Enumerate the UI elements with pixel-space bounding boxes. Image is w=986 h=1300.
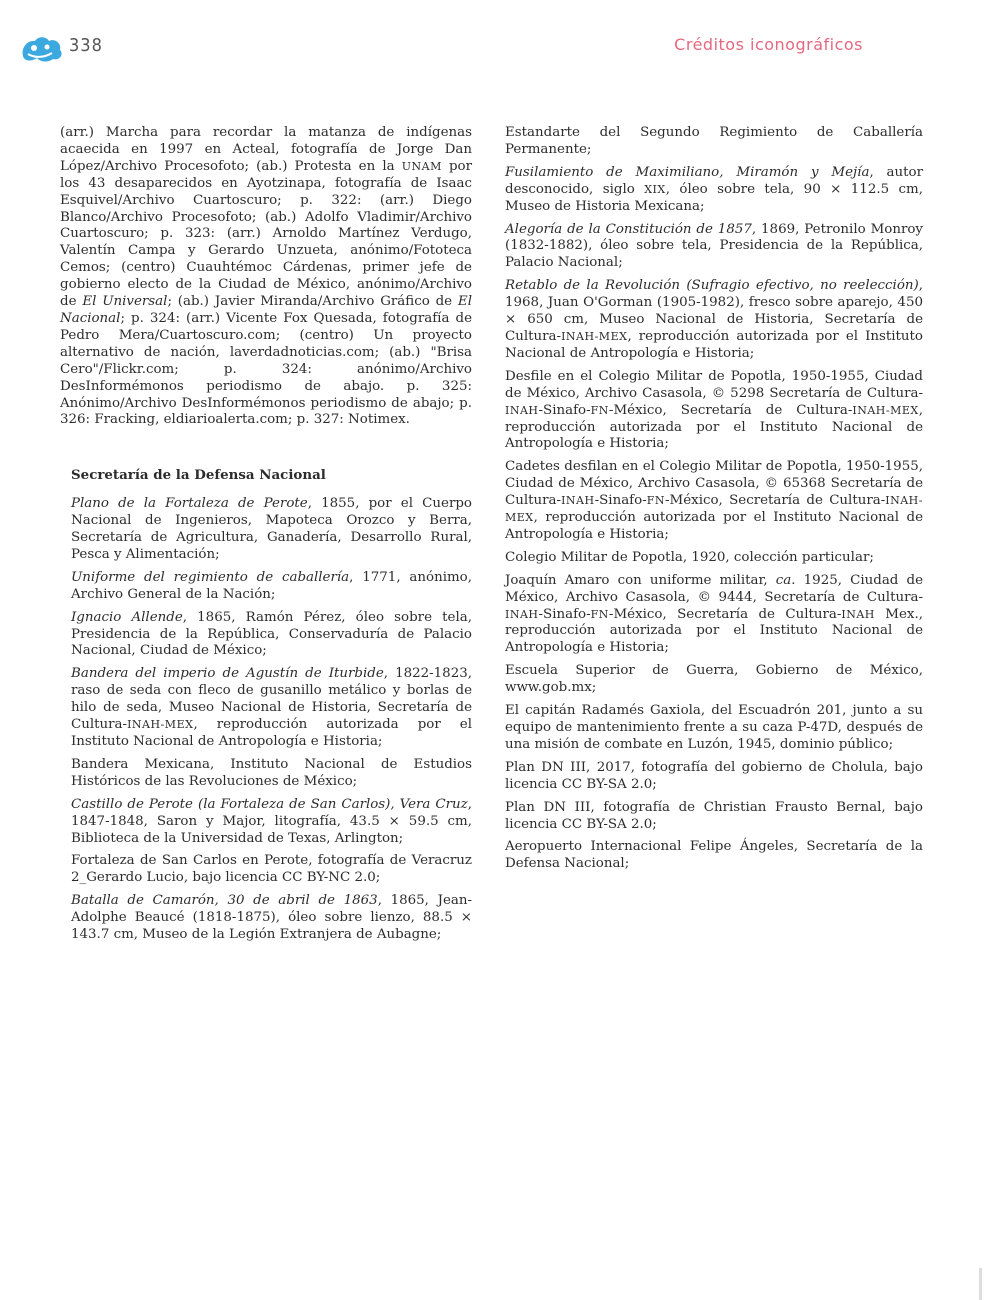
italic-run: Alegoría de la Constitución de 1857 <box>505 221 752 237</box>
credit-entry <box>505 278 923 363</box>
small-caps-run: INAH <box>561 494 595 508</box>
italic-run: El Universal <box>82 294 168 310</box>
credit-entry <box>505 663 923 697</box>
text-run: , reproducción autorizada por el Instituto Nacional de Antropología e Historia; <box>71 717 472 749</box>
credit-entry <box>505 760 923 794</box>
text-run: , 1968, Juan O'Gorman (1905-1982), fresco sobre aparejo, 450 × 650 cm, Museo Nacional de Historia, Secretaría de Cultura- <box>505 278 923 344</box>
credit-entry <box>60 853 472 887</box>
italic-run: Castillo de Perote (la Fortaleza de San Carlos), Vera Cruz <box>71 796 468 812</box>
credit-entry <box>60 893 472 944</box>
credit-entry <box>505 839 923 873</box>
credit-entry <box>505 222 923 273</box>
text-run: , 1847-1848, Saron y Major, litografía, 43.5 × 59.5 cm, Biblioteca de la Universidad de Texas, Arlington; <box>71 796 472 846</box>
text-run: Plan DN III, fotografía de Christian Frausto Bernal, bajo licencia CC BY-SA 2.0; <box>505 799 923 832</box>
italic-run: Ignacio Allende <box>71 609 183 625</box>
small-caps-run: INAH <box>841 607 875 621</box>
right-column <box>505 125 923 879</box>
section-heading: Secretaría de la Defensa Nacional <box>71 467 326 484</box>
italic-run: Bandera del imperio de Agustín de Iturbide <box>71 666 384 682</box>
text-run: ; p. 324: (arr.) Vicente Fox Quesada, fotografía de Pedro Mera/Cuartoscuro.com; (centro) Un proyecto alternativo de nación, laverdadnoticias.com; (ab.) "Brisa Cero"/Flickr.com; p. 324: anónimo/Archivo DesInformémonos periodismo de abajo. p. 325: Anónimo/Archivo DesInformémonos periodismo de abajo; p. 326: Fracking, eldiarioalerta.com; p. 327: Notimex. <box>60 310 472 428</box>
credit-entry <box>505 459 923 544</box>
italic-run: El Nacional <box>60 294 472 326</box>
text-run: Joaquín Amaro con uniforme militar, <box>505 572 776 588</box>
credit-entry <box>60 666 472 751</box>
text-run: Estandarte del Segundo Regimiento de Caballería Permanente; <box>505 125 923 157</box>
small-caps-run: INAH <box>505 607 539 621</box>
italic-run: ca. <box>775 572 796 588</box>
credit-entry <box>505 573 923 658</box>
credit-entry <box>60 496 472 564</box>
text-run: , 1865, Jean-Adolphe Beaucé (1818-1875), óleo sobre lienzo, 88.5 × 143.7 cm, Museo de la Legión Extranjera de Aubagne; <box>71 893 473 943</box>
text-run: , 1865, Ramón Pérez, óleo sobre tela, Presidencia de la República, Conservaduría de Palacio Nacional, Ciudad de México; <box>71 609 472 659</box>
text-run: El capitán Radamés Gaxiola, del Escuadrón 201, junto a su equipo de mantenimiento frente a su caza P-47D, después de una misión de combate en Luzón, 1945, dominio público; <box>505 703 923 752</box>
text-run: Colegio Militar de Popotla, 1920, colección particular; <box>505 549 874 565</box>
credit-entry <box>505 125 923 159</box>
text-run: -México, Secretaría de Cultura- <box>665 493 886 509</box>
text-run: Cadetes desfilan en el Colegio Militar de Popotla, 1950-1955, Ciudad de México, Archivo Casasola, © 65368 Secretaría de Cultura- <box>505 459 923 509</box>
italic-run: Uniforme del regimiento de caballería <box>71 569 350 585</box>
text-run: Fortaleza de San Carlos en Perote, fotografía de Veracruz 2_Gerardo Lucio, bajo licencia CC BY-NC 2.0; <box>71 853 472 886</box>
italic-run: Retablo de la Revolución (Sufragio efectivo, no reelección) <box>505 278 919 294</box>
small-caps-run: INAH-MEX <box>505 494 923 525</box>
italic-run: Batalla de Camarón, 30 de abril de 1863 <box>71 893 378 909</box>
text-run: -México, Secretaría de Cultura- <box>608 606 842 622</box>
credit-entry <box>60 797 472 848</box>
credit-entry <box>505 369 923 454</box>
credit-entry <box>505 550 923 567</box>
text-run: , 1869, Petronilo Monroy (1832-1882), óleo sobre tela, Presidencia de la República, Palacio Nacional; <box>505 221 923 271</box>
text-run: ; (ab.) Javier Miranda/Archivo Gráfico de <box>167 294 458 310</box>
text-run: Desfile en el Colegio Militar de Popotla, 1950-1955, Ciudad de México, Archivo Casasola, © 5298 Secretaría de Cultura- <box>505 368 923 401</box>
text-run: Mex., reproducción autorizada por el Instituto Nacional de Antropología e Historia; <box>505 606 923 656</box>
text-run: , reproducción autorizada por el Instituto Nacional de Antropología e Historia; <box>505 328 923 361</box>
page-edge-mark <box>979 1268 982 1300</box>
running-title: Créditos iconográficos <box>674 35 863 54</box>
credit-entry <box>60 757 472 791</box>
small-caps-run: XIX <box>644 182 666 196</box>
text-run: , 1822-1823, raso de seda con fleco de gusanillo metálico y borlas de hilo de seda, Museo Nacional de Historia, Secretaría de Cultura- <box>71 666 473 733</box>
text-run: Escuela Superior de Guerra, Gobierno de México, www.gob.mx; <box>505 663 923 696</box>
credit-entry <box>505 165 923 216</box>
text-run: , óleo sobre tela, 90 × 112.5 cm, Museo de Historia Mexicana; <box>505 181 924 214</box>
text-run: , reproducción autorizada por el Instituto Nacional de Antropología e Historia; <box>505 402 923 452</box>
text-run: por los 43 desaparecidos en Ayotzinapa, fotografía de Isaac Esquivel/Archivo Cuartoscuro; p. 322: (arr.) Diego Blanco/Archivo Procesofoto; (ab.) Adolfo Vladimir/Archivo Cuartoscuro; p. 323: (arr.) Arnoldo Martínez Verdugo, Valentín Campa y Gerardo Unzueta, anónimo/Fototeca Cemos; (centro) Cuauhtémoc Cárdenas, primer jefe de gobierno electo de la Ciudad de México, anónimo/Archivo de <box>60 158 472 310</box>
small-caps-run: INAH-MEX <box>127 718 194 732</box>
page-header <box>0 30 986 70</box>
text-run: Plan DN III, 2017, fotografía del gobierno de Cholula, bajo licencia CC BY-SA 2.0; <box>505 759 923 792</box>
text-run: -México, Secretaría de Cultura- <box>608 402 853 418</box>
small-caps-run: FN <box>646 494 665 508</box>
credit-entry <box>60 610 472 661</box>
text-run: , 1855, por el Cuerpo Nacional de Ingenieros, Mapoteca Orozco y Berra, Secretaría de Agricultura, Ganadería, Desarrollo Rural, Pesca y Alimentación; <box>71 496 472 562</box>
small-caps-run: INAH-MEX <box>852 403 919 417</box>
credit-entry <box>60 570 472 604</box>
small-caps-run: FN <box>590 403 609 417</box>
text-run: -Sinafo- <box>538 402 591 418</box>
small-caps-run: INAH <box>505 403 539 417</box>
small-caps-run: UNAM <box>401 159 442 173</box>
credit-entry <box>505 800 923 834</box>
small-caps-run: FN <box>590 607 609 621</box>
text-run: (arr.) Marcha para recordar la matanza de indígenas acaecida en 1997 en Acteal, fotografía de Jorge Dan López/Archivo Procesofoto; (ab.) Protesta en la <box>60 125 472 174</box>
text-run: -Sinafo- <box>538 606 591 622</box>
text-run: -Sinafo- <box>594 493 647 509</box>
italic-run: Plano de la Fortaleza de Perote <box>71 496 308 512</box>
small-caps-run: INAH-MEX <box>561 329 628 343</box>
text-run: , reproducción autorizada por el Instituto Nacional de Antropología e Historia; <box>505 510 923 542</box>
text-run: 1925, Ciudad de México, Archivo Casasola, © 9444, Secretaría de Cultura- <box>505 572 923 605</box>
italic-run: Fusilamiento de Maximiliano, Miramón y Mejía <box>505 164 870 180</box>
text-run: , autor desconocido, siglo <box>505 164 923 197</box>
left-column <box>60 125 472 950</box>
credit-entry <box>505 703 923 754</box>
page-number: 338 <box>69 35 103 56</box>
text-run: Bandera Mexicana, Instituto Nacional de Estudios Históricos de las Revoluciones de México; <box>71 756 472 789</box>
credits-intro-paragraph <box>60 125 472 429</box>
text-run: Aeropuerto Internacional Felipe Ángeles, Secretaría de la Defensa Nacional; <box>505 839 923 872</box>
blue-brush-logo-icon <box>20 34 64 64</box>
text-run: , 1771, anónimo, Archivo General de la Nación; <box>71 569 472 602</box>
